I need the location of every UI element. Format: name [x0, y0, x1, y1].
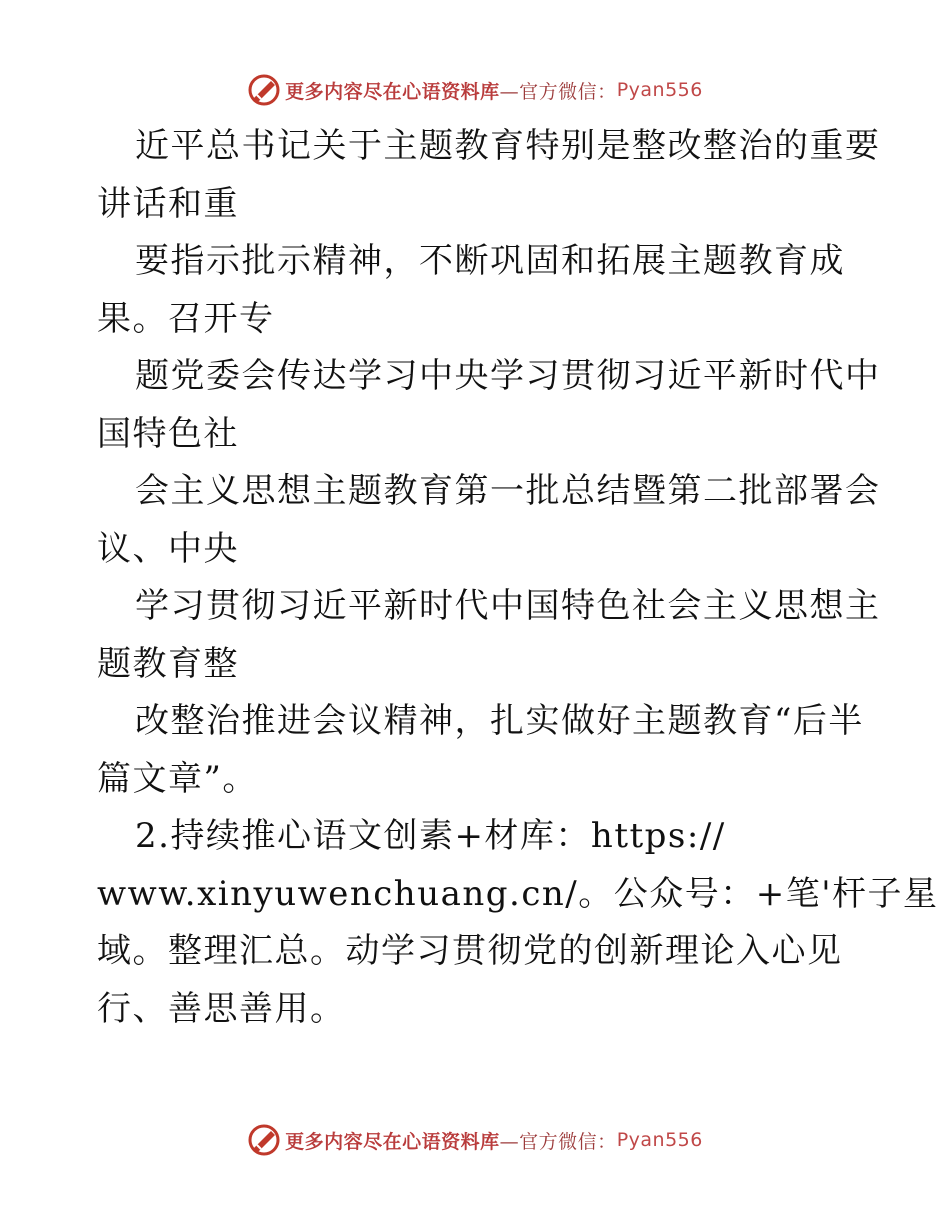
body-line: 改整治推进会议精神，扎实做好主题教育“后半 [135, 701, 864, 741]
body-line: 要指示批示精神，不断巩固和拓展主题教育成 [135, 241, 845, 281]
footer-banner-text [285, 1127, 703, 1154]
footer-banner-wechat-label: —官方微信： [499, 1130, 617, 1153]
document-body [97, 118, 939, 1038]
body-line: 题教育整 [97, 643, 239, 684]
header-banner-text [285, 77, 703, 104]
body-line: 讲话和重 [97, 183, 239, 224]
header-banner [0, 70, 950, 110]
body-line: 域。整理汇总。动学习贯彻党的创新理论入心见 [97, 931, 843, 971]
footer-banner-site: 更多内容尽在心语资料库 [285, 1130, 500, 1153]
body-line: 学习贯彻习近平新时代中国特色社会主义思想主 [135, 586, 881, 626]
header-banner-wechat-label: —官方微信： [499, 80, 617, 103]
body-line: 题党委会传达学习中央学习贯彻习近平新时代中 [135, 356, 881, 396]
body-line: www.xinyuwenchuang.cn/。公众号：+笔'杆子星 [97, 873, 939, 914]
body-line: 果。召开专 [97, 298, 275, 339]
body-line: 2.持续推心语文创素+材库：https:// [135, 816, 726, 856]
header-banner-wechat-id: Pyan556 [616, 79, 703, 101]
body-line: 行、善思善用。 [97, 988, 346, 1029]
body-line: 国特色社 [97, 413, 239, 454]
body-line: 会主义思想主题教育第一批总结暨第二批部署会 [135, 471, 881, 511]
logo-pen-icon [247, 73, 281, 107]
header-banner-site: 更多内容尽在心语资料库 [285, 80, 500, 103]
body-line: 议、中央 [97, 528, 239, 569]
body-line: 近平总书记关于主题教育特别是整改整治的重要 [135, 126, 881, 166]
body-line: 篇文章”。 [97, 758, 258, 799]
logo-pen-icon [247, 1123, 281, 1157]
footer-banner [0, 1120, 950, 1160]
footer-banner-wechat-id: Pyan556 [616, 1129, 703, 1151]
